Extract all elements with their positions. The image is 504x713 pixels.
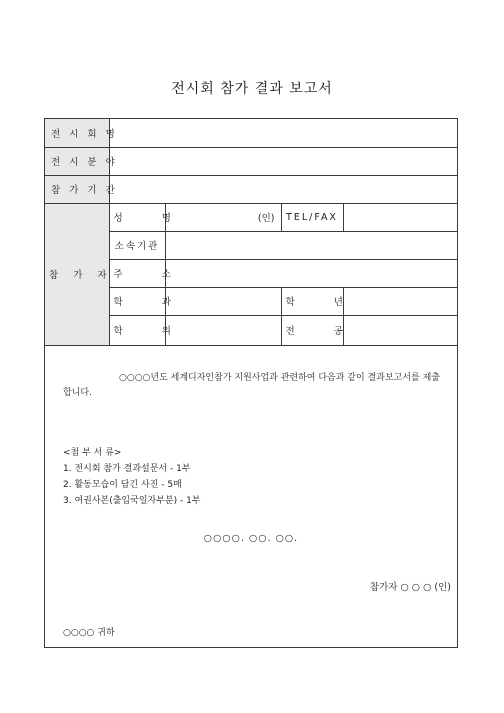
- attachments: [63, 445, 201, 509]
- attachment-item: 3. 여권사본(출입국일자부분) - 1부: [63, 496, 201, 506]
- year-label: 학 년: [281, 287, 343, 315]
- attachment-item: 2. 활동모습이 담긴 사진 - 5매: [63, 480, 182, 490]
- dept-label: 학 과: [109, 287, 165, 315]
- report-body: [63, 371, 447, 401]
- period-label: 참 가 기 간: [45, 175, 109, 203]
- attachment-item: 1. 전시회 참가 결과설문서 - 1부: [63, 464, 191, 474]
- info-table: [45, 119, 457, 346]
- degree-label: 학 위: [109, 315, 165, 345]
- exhibition-field-field[interactable]: [109, 147, 457, 175]
- name-label: 성 명: [109, 203, 165, 231]
- exhibition-name-label: 전 시 회 명: [45, 119, 109, 147]
- report-date: ○○○○. ○○. ○○.: [203, 533, 299, 544]
- signer-line: 참가자 ○ ○ ○ (인): [369, 582, 451, 593]
- exhibition-field-label: 전 시 분 야: [45, 147, 109, 175]
- intro-text: ○○○○년도 세계디자인참가 지원사업과 관련하여 다음과 같이 결과보고서를 제출합니다.: [63, 373, 440, 398]
- attachments-title: <첨 부 서 류>: [63, 448, 122, 458]
- tel-fax-field[interactable]: [343, 203, 457, 231]
- document-title: 전시회 참가 결과 보고서: [171, 81, 333, 97]
- address-field[interactable]: [165, 259, 457, 287]
- addressee: ○○○○ 귀하: [63, 628, 115, 638]
- address-label: 주 소: [109, 259, 165, 287]
- tel-fax-label: TEL/FAX: [281, 203, 343, 231]
- major-label: 전 공: [281, 315, 343, 345]
- report-form: [44, 118, 458, 648]
- org-label: 소속기관: [109, 231, 165, 259]
- exhibition-name-field[interactable]: [109, 119, 457, 147]
- period-field[interactable]: [109, 175, 457, 203]
- participant-label: 참 가 자: [45, 203, 109, 345]
- org-field[interactable]: [165, 231, 457, 259]
- seal-mark: (인): [257, 213, 275, 224]
